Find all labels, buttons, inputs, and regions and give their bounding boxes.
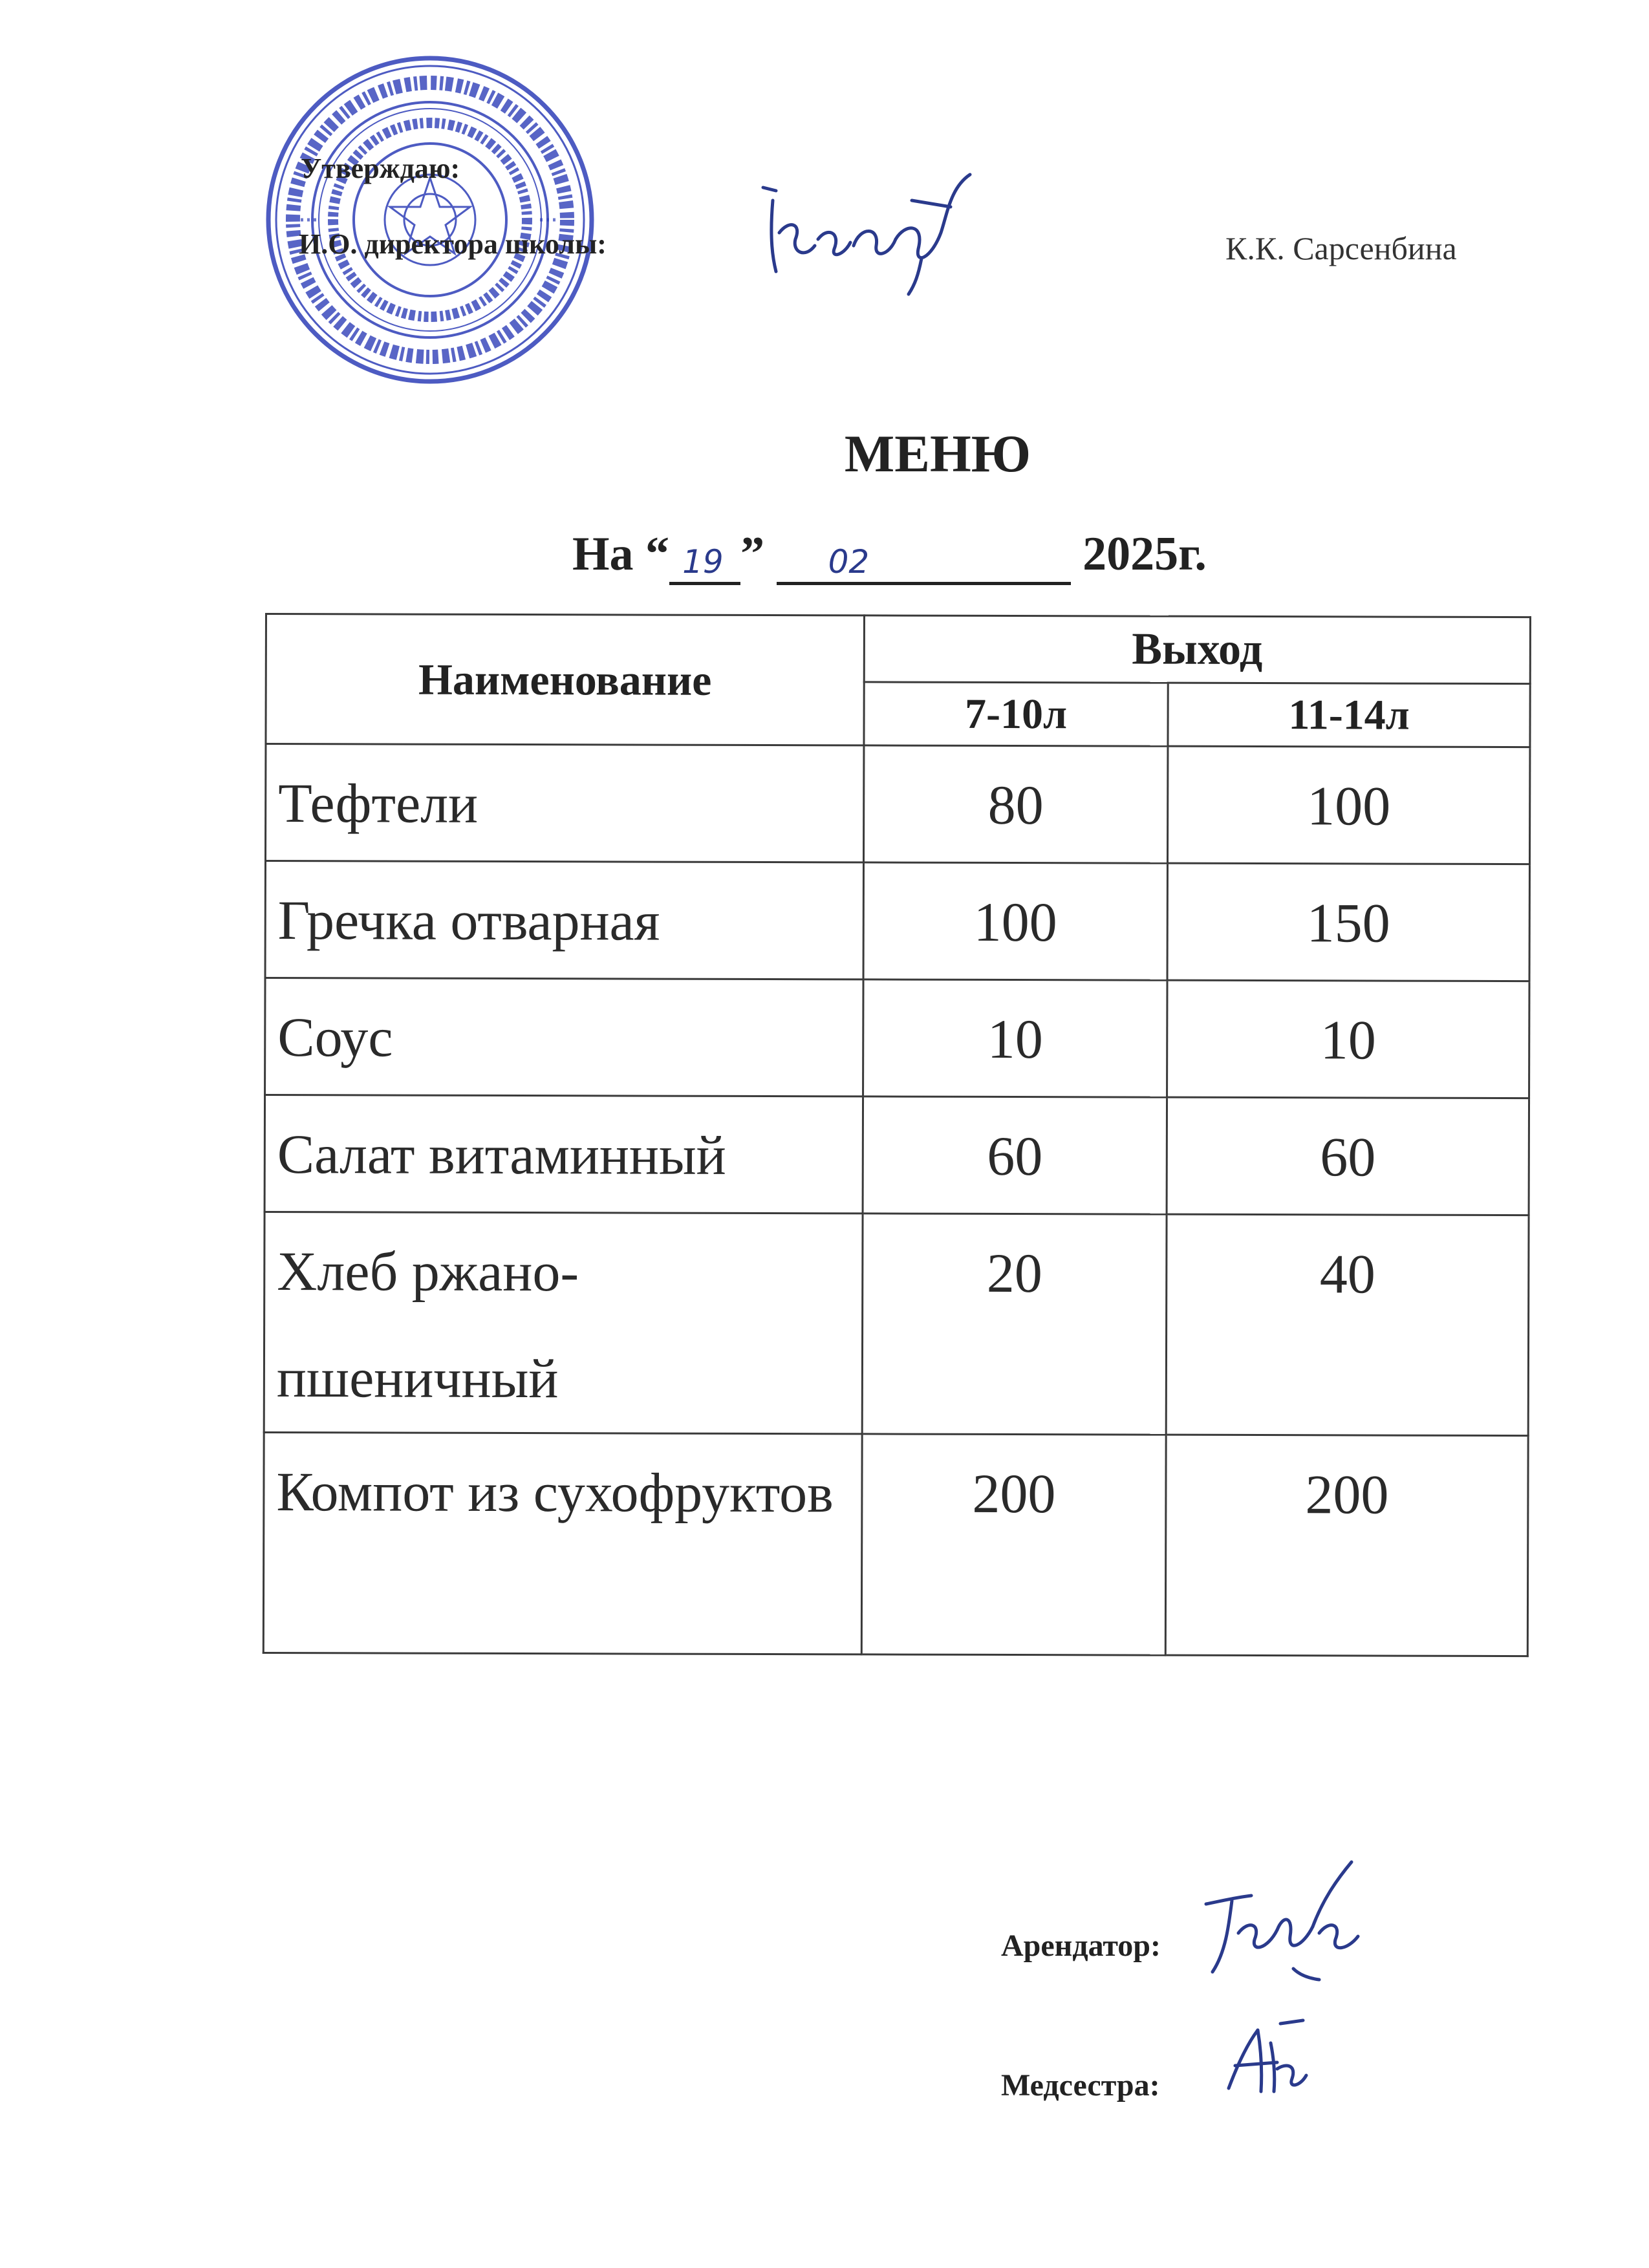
lessee-signature-icon [1196,1856,1364,1985]
portion-11-14: 60 [1167,1097,1529,1215]
portion-11-14: 100 [1167,746,1529,864]
portion-11-14: 150 [1167,863,1529,981]
page-title: МЕНЮ [844,424,1031,483]
director-name: К.К. Сарсенбина [1225,230,1457,266]
date-day-blank [669,527,740,585]
table-row [264,1212,1529,1436]
table-row [264,1095,1529,1215]
date-day: 19 [682,543,724,581]
portion-11-14: 200 [1165,1435,1528,1656]
director-signature-icon [757,162,976,297]
date-month-blank [777,527,1071,585]
portion-7-10: 100 [863,862,1167,980]
menu-date [572,527,1207,585]
portion-7-10: 60 [863,1097,1167,1214]
table-row [265,861,1529,981]
date-month: 02 [828,543,870,581]
portion-7-10: 10 [863,979,1167,1097]
dish-name: Гречка отварная [265,861,863,979]
portion-7-10: 200 [861,1434,1166,1655]
acting-director-label: И.О. директора школы: [299,228,607,260]
date-mid: ” [740,528,777,581]
dish-name: Салат витаминный [264,1095,863,1214]
column-header-name: Наименование [266,614,865,745]
approval-label: Утверждаю: [301,153,460,184]
date-prefix: На “ [572,528,670,581]
portion-7-10: 80 [863,745,1167,863]
dish-name: Хлеб ржано-пшеничный [264,1212,863,1434]
column-header-output: Выход [864,615,1530,684]
dish-name: Соус [265,978,863,1097]
portion-11-14: 40 [1166,1214,1529,1435]
table-row [265,978,1529,1098]
official-stamp-icon [262,52,598,388]
nurse-signature-icon [1216,2011,1313,2101]
dish-name: Тефтели [265,744,863,862]
lessee-label: Арендатор: [1001,1929,1161,1963]
table-row [263,1432,1528,1656]
column-header-age-11-14: 11-14л [1168,683,1530,747]
menu-table [263,613,1531,1657]
table-row [265,744,1529,864]
portion-11-14: 10 [1167,980,1529,1098]
date-suffix: 2025г. [1070,528,1207,581]
nurse-label: Медсестра: [1001,2068,1160,2102]
dish-name: Компот из сухофруктов [263,1432,862,1654]
column-header-age-7-10: 7-10л [864,682,1168,746]
portion-7-10: 20 [862,1214,1167,1435]
